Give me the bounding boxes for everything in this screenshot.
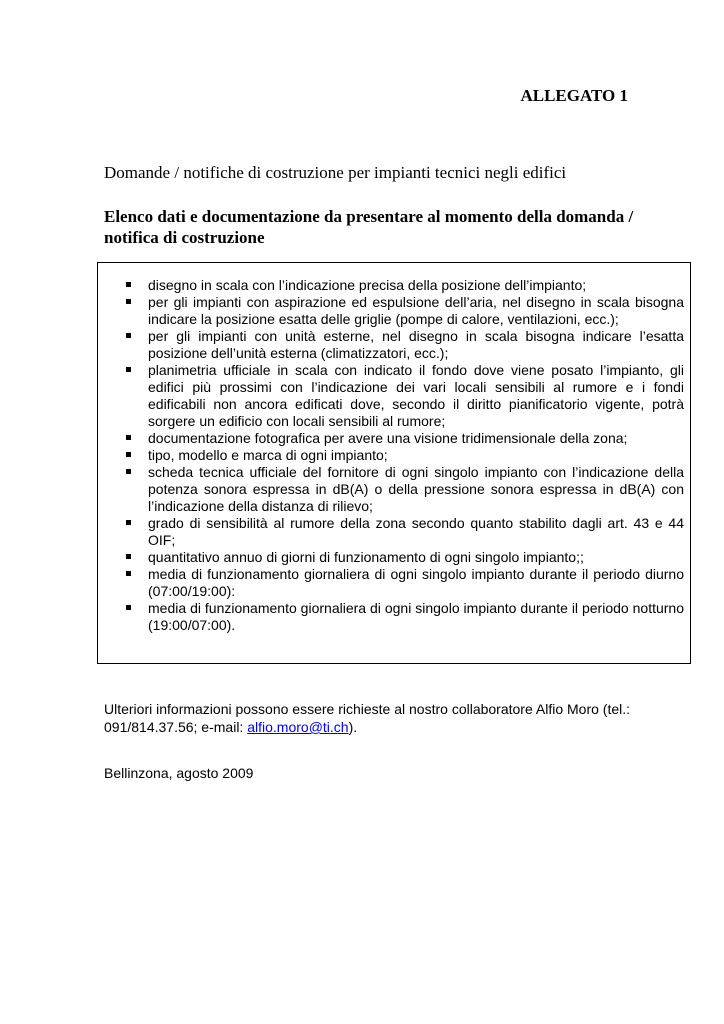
list-item xyxy=(120,294,684,328)
list-item-text: per gli impianti con aspirazione ed espulsione dell’aria, nel disegno in scala bisogna indicare la posizione esatta delle griglie (pompe di calore, ventilazioni, ecc.); xyxy=(148,294,684,327)
list-item xyxy=(120,430,684,447)
requirements-list xyxy=(120,277,684,634)
square-bullet-icon xyxy=(126,571,131,576)
list-item xyxy=(120,515,684,549)
square-bullet-icon xyxy=(126,367,131,372)
square-bullet-icon xyxy=(126,605,131,610)
square-bullet-icon xyxy=(126,299,131,304)
contact-info-text: Ulteriori informazioni possono essere richieste al nostro collaboratore Alfio Moro (tel.: 091/814.37.56; e-mail: xyxy=(104,701,631,735)
document-subtitle: Domande / notifiche di costruzione per impianti tecnici negli edifici xyxy=(104,163,567,182)
list-item-text: tipo, modello e marca di ogni impianto; xyxy=(148,447,388,463)
email-link[interactable]: alfio.moro@ti.ch xyxy=(247,719,349,735)
list-item-text: disegno in scala con l’indicazione precisa della posizione dell’impianto; xyxy=(148,277,587,293)
requirements-box xyxy=(97,262,691,664)
annex-label: ALLEGATO 1 xyxy=(520,86,628,105)
square-bullet-icon xyxy=(126,333,131,338)
list-item-text: planimetria ufficiale in scala con indicato il fondo dove viene posato l’impianto, gli edifici più prossimi con l’indicazione dei vari locali sensibili al rumore e i fondi edificabili non ancora edificati dove, secondo il diritto pianificatorio vigente, potrà sorgere un edificio con locali sensibili al rumore; xyxy=(148,362,684,429)
list-item-text: quantitativo annuo di giorni di funzionamento di ogni singolo impianto;; xyxy=(148,549,584,565)
list-item xyxy=(120,277,684,294)
contact-info-closing: ). xyxy=(348,719,358,735)
list-item-text: media di funzionamento giornaliera di ogni singolo impianto durante il periodo diurno (07:00/19:00): xyxy=(148,566,684,599)
list-item xyxy=(120,464,684,515)
square-bullet-icon xyxy=(126,520,131,525)
square-bullet-icon xyxy=(126,282,131,287)
place-date: Bellinzona, agosto 2009 xyxy=(104,765,254,781)
list-item xyxy=(120,600,684,634)
document-heading: Elenco dati e documentazione da presentare al momento della domanda / notifica di costruzione xyxy=(104,207,634,247)
list-item xyxy=(120,362,684,430)
list-item-text: media di funzionamento giornaliera di ogni singolo impianto durante il periodo notturno (19:00/07:00). xyxy=(148,600,684,633)
list-item-text: scheda tecnica ufficiale del fornitore di ogni singolo impianto con l’indicazione della potenza sonora espressa in dB(A) o della pressione sonora espressa in dB(A) con l’indicazione della distanza di rilievo; xyxy=(148,464,684,514)
list-item-text: documentazione fotografica per avere una visione tridimensionale della zona; xyxy=(148,430,628,446)
square-bullet-icon xyxy=(126,554,131,559)
list-item xyxy=(120,328,684,362)
list-item-text: per gli impianti con unità esterne, nel disegno in scala bisogna indicare l’esatta posizione dell’unità esterna (climatizzatori, ecc.); xyxy=(148,328,684,361)
list-item xyxy=(120,549,684,566)
list-item xyxy=(120,566,684,600)
square-bullet-icon xyxy=(126,452,131,457)
list-item xyxy=(120,447,684,464)
square-bullet-icon xyxy=(126,469,131,474)
contact-info xyxy=(104,700,684,736)
list-item-text: grado di sensibilità al rumore della zona secondo quanto stabilito dagli art. 43 e 44 OIF; xyxy=(148,515,684,548)
square-bullet-icon xyxy=(126,435,131,440)
